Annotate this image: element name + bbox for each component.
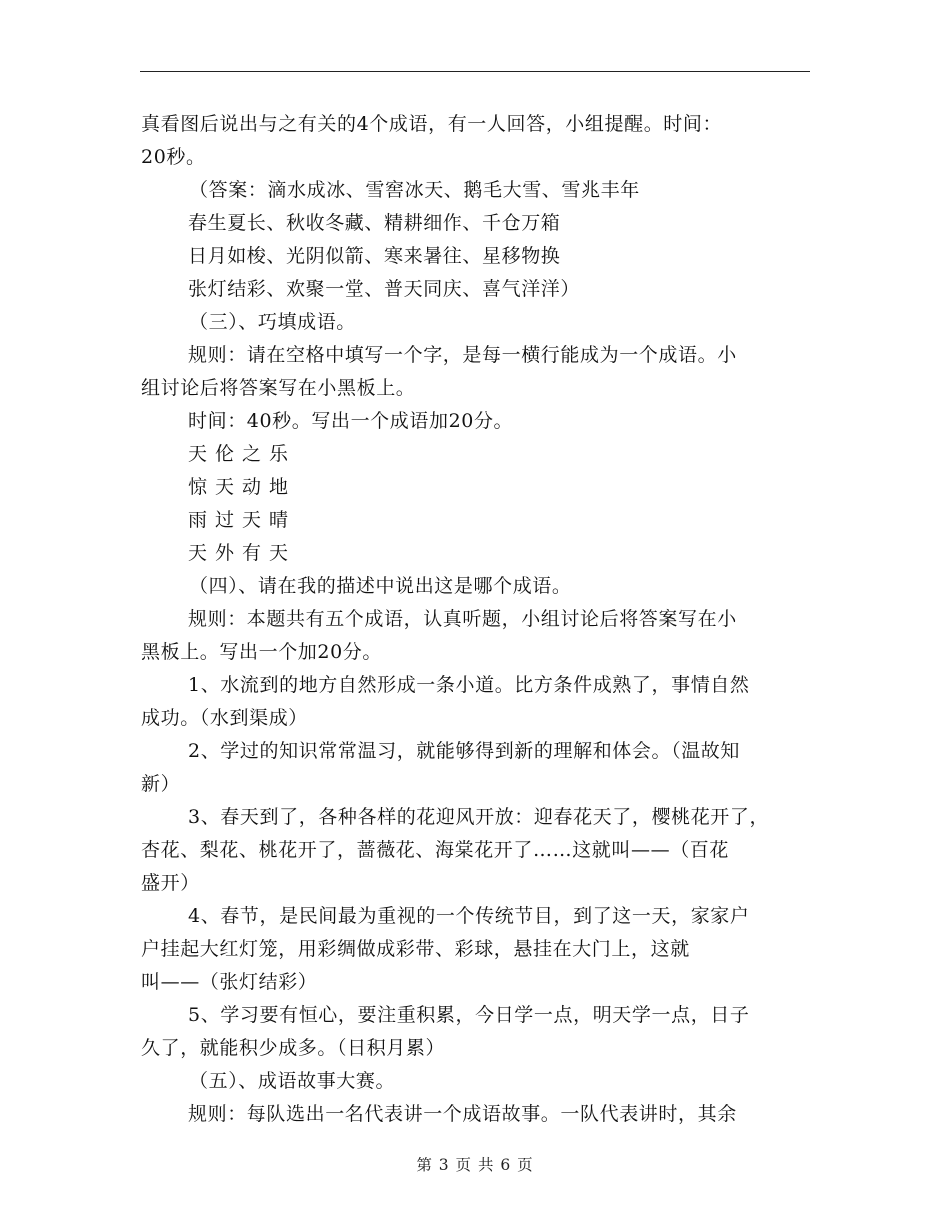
- text-line: 时间：40秒。写出一个成语加20分。: [188, 410, 514, 432]
- answer-line: 日月如梭、光阴似箭、寒来暑往、星移物换: [188, 245, 561, 267]
- text-line: 组讨论后将答案写在小黑板上。: [141, 377, 416, 399]
- text-line: 规则：请在空格中填写一个字，是每一横行能成为一个成语。小: [188, 344, 737, 366]
- answer-line: （答案：滴水成冰、雪窖冰天、鹅毛大雪、雪兆丰年: [189, 179, 640, 201]
- idiom-line: 天伦之乐: [188, 443, 297, 465]
- text-line: 黑板上。写出一个加20分。: [141, 641, 382, 663]
- question-line: 1、水流到的地方自然形成一条小道。比方条件成熟了，事情自然: [188, 674, 750, 696]
- idiom-line: 雨过天晴: [188, 509, 297, 531]
- question-line: 叫——（张灯结彩）: [141, 971, 318, 993]
- question-line: 5、学习要有恒心，要注重积累，今日学一点，明天学一点，日子: [188, 1004, 750, 1026]
- page-body: [141, 108, 821, 1131]
- question-line: 2、学过的知识常常温习，就能够得到新的理解和体会。（温故知: [188, 740, 740, 762]
- question-line: 4、春节，是民间最为重视的一个传统节目，到了这一天，家家户: [188, 905, 750, 927]
- section-heading: （三）、巧填成语。: [189, 311, 356, 333]
- text-line: 真看图后说出与之有关的4个成语，有一人回答，小组提醒。时间：: [141, 113, 723, 135]
- section-heading: （五）、成语故事大赛。: [189, 1070, 396, 1092]
- question-line: 3、春天到了，各种各样的花迎风开放：迎春花天了，樱桃花开了，: [188, 806, 770, 828]
- text-line: 规则：本题共有五个成语，认真听题，小组讨论后将答案写在小: [188, 608, 737, 630]
- text-line: 规则：每队选出一名代表讲一个成语故事。一队代表讲时，其余: [188, 1103, 737, 1125]
- page-number: 第 3 页 共 6 页: [416, 1156, 534, 1174]
- answer-line: 春生夏长、秋收冬藏、精耕细作、千仓万箱: [188, 212, 561, 234]
- question-line: 久了，就能积少成多。（日积月累）: [141, 1037, 446, 1059]
- header-rule: [140, 71, 810, 72]
- question-line: 户挂起大红灯笼，用彩绸做成彩带、彩球，悬挂在大门上，这就: [141, 938, 690, 960]
- question-line: 新）: [141, 773, 181, 795]
- question-line: 杏花、梨花、桃花开了，蔷薇花、海棠花开了……这就叫——（百花: [141, 839, 730, 861]
- idiom-line: 惊天动地: [188, 476, 297, 498]
- answer-line: 张灯结彩、欢聚一堂、普天同庆、喜气洋洋）: [188, 278, 581, 300]
- question-line: 成功。（水到渠成）: [141, 707, 308, 729]
- text-line: 20秒。: [141, 146, 206, 168]
- idiom-line: 天外有天: [188, 542, 297, 564]
- section-heading: （四）、请在我的描述中说出这是哪个成语。: [189, 575, 572, 597]
- question-line: 盛开）: [141, 872, 200, 894]
